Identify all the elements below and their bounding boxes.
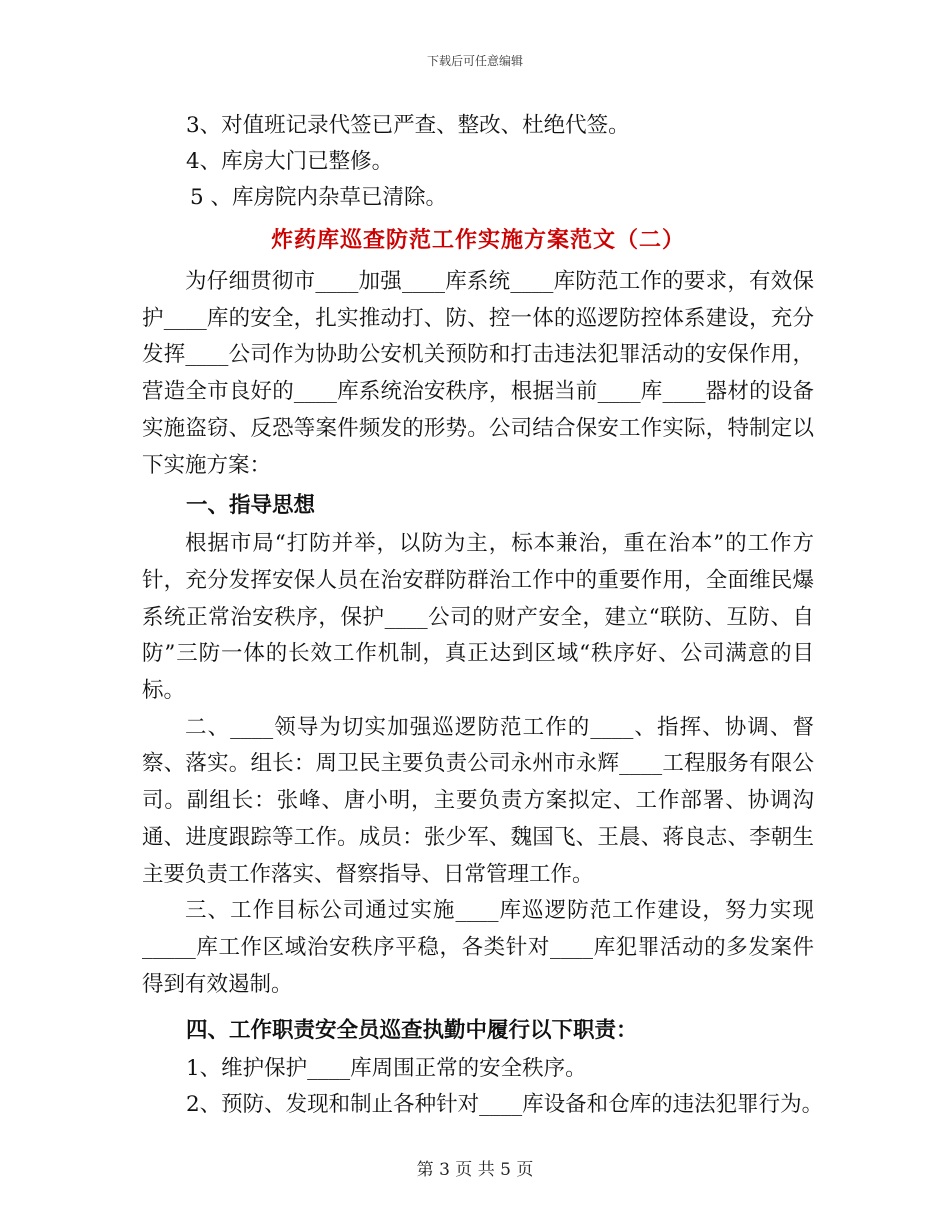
document-body bbox=[142, 108, 824, 1123]
list-item: 5 、库房院内杂草已清除。 bbox=[190, 185, 448, 210]
list-item: 1、维护保护____库周围正常的安全秩序。 bbox=[186, 1056, 587, 1082]
section-paragraph: 三、工作目标公司通过实施____库巡逻防范工作建设，努力实现_____库工作区域治安秩序平稳，各类针对____库犯罪活动的多发案件得到有效遏制。 bbox=[142, 898, 814, 997]
section-heading: 一、指导思想 bbox=[186, 493, 316, 519]
list-item: 2、预防、发现和制止各种针对____库设备和仓库的违法犯罪行为。 bbox=[186, 1092, 824, 1118]
section-paragraph: 二、____领导为切实加强巡逻防范工作的____、指挥、协调、督察、落实。组长：周卫民主要负责公司永州市永辉____工程服务有限公司。副组长：张峰、唐小明，主要负责方案拟定、工作部署、协调沟通、进度跟踪等工作。成员：张少军、魏国飞、王晨、蒋良志、李朝生主要负责工作落实、督察指导、日常管理工作。 bbox=[142, 714, 814, 887]
list-item: 4、库房大门已整修。 bbox=[186, 149, 394, 174]
section-heading: 四、工作职责安全员巡查执勤中履行以下职责： bbox=[186, 1018, 638, 1044]
intro-paragraph: 为仔细贯彻市____加强____库系统____库防范工作的要求，有效保护____库的安全，扎实推动打、防、控一体的巡逻防控体系建设，充分发挥____公司作为协助公安机关预防和打击违法犯罪活动的安保作用，营造全市良好的____库系统治安秩序，根据当前____库____器材的设备实施盗窃、反恐等案件频发的形势。公司结合保安工作实际，特制定以下实施方案： bbox=[142, 269, 814, 478]
page-number: 第 3 页 共 5 页 bbox=[416, 1160, 534, 1180]
document-title: 炸药库巡查防范工作实施方案范文（二） bbox=[270, 227, 685, 253]
list-item: 3、对值班记录代签已严查、整改、杜绝代签。 bbox=[186, 113, 630, 138]
section-paragraph: 根据市局“打防并举，以防为主，标本兼治，重在治本”的工作方针，充分发挥安保人员在治安群防群治工作中的重要作用，全面维民爆系统正常治安秩序，保护____公司的财产安全，建立“联防、互防、自防”三防一体的长效工作机制，真正达到区域“秩序好、公司满意的目标。 bbox=[142, 531, 814, 704]
header-note: 下载后可任意编辑 bbox=[426, 54, 523, 68]
